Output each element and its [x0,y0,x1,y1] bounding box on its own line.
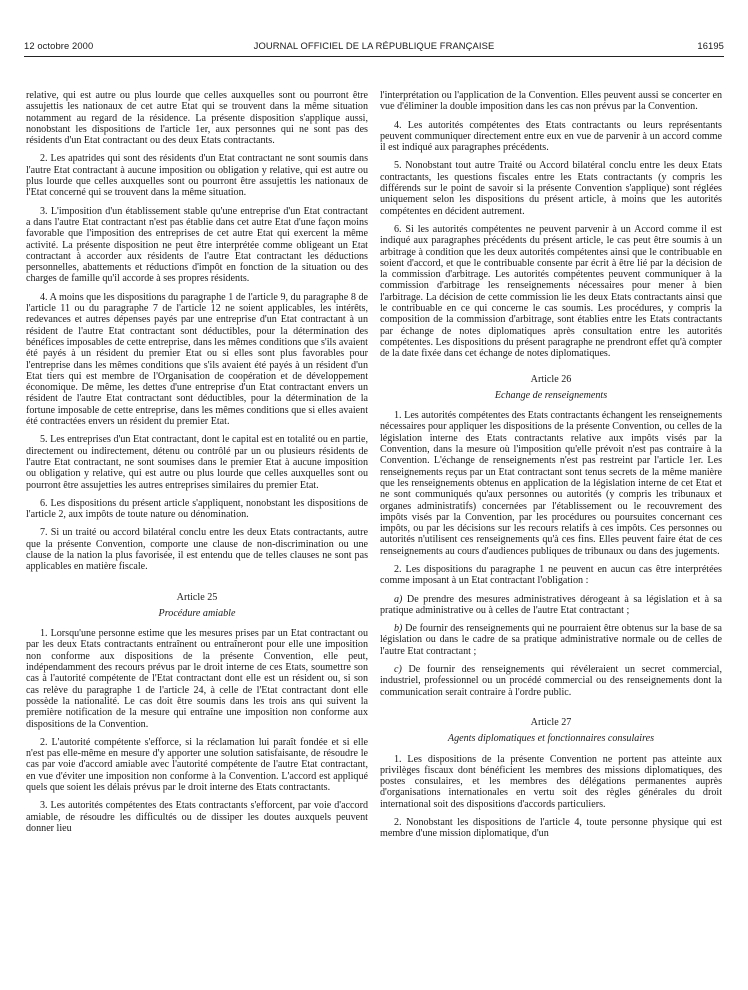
paragraph: 5. Les entreprises d'un Etat contractant, dont le capital est en totalité ou en partie, directement ou indirectement, détenu ou contrôlé par un ou plusieurs résidents de l'autre Etat contractant, ne sont soumises dans le premier Etat à aucune imposition ou obligation y relative, qui est autre ou plus lourde que celles auxquelles sont ou pourront être assujetties les autres entreprises similaires du premier Etat. [26,434,368,491]
paragraph: 1. Lorsqu'une personne estime que les mesures prises par un Etat contractant ou par les deux Etats contractants entraînent ou entraîneront pour elle une imposition non conforme aux dispositions de la présente Convention, elle peut, indépendamment des recours prévus par le droit interne de ces Etats, soumettre son cas à l'autorité compétente de l'Etat contractant dont elle est un résident ou, si son cas relève du paragraphe 1 de l'article 24, à celle de l'Etat contractant dont elle possède la nationalité. Le cas doit être soumis dans les trois ans qui suivent la première notification de la mesure qui entraîne une imposition non conforme aux dispositions de la Convention. [26,628,368,730]
paragraph: 6. Si les autorités compétentes ne peuvent parvenir à un Accord comme il est indiqué aux paragraphes précédents du présent article, le cas peut être soumis à un arbitrage à condition que les deux autorités compétentes ainsi que le contribuable en soient d'accord, et que le contribuable consente par écrit à être lié par la décision de la commission d'arbitrage. Les autorités compétentes peuvent communiquer à la commission d'arbitrage les renseignements nécessaires pour mener à bien l'arbitrage. La décision de cette commission lie les deux Etats contractants ainsi que le contribuable en ce qui concerne le cas soumis. Les procédures, y compris la composition de la commission d'arbitrage, sont établies entre les Etats contractants par échange de notes diplomatiques après consultation entre les autorités compétentes. Les dispositions du présent paragraphe ne prendront effet qu'à compter de la date fixée dans cet échange de notes diplomatiques. [380,223,722,360]
article-subheading: Agents diplomatiques et fonctionnaires consulaires [447,733,655,745]
item-label: c) [394,664,402,676]
page-header [24,40,724,54]
paragraph: 2. Les dispositions du paragraphe 1 ne peuvent en aucun cas être interprétées comme imposant à un Etat contractant l'obligation : [380,563,722,587]
item-text: De prendre des mesures administratives dérogeant à sa législation et à sa pratique administrative ou à celles de l'autre Etat contractant ; [380,593,722,616]
paragraph: 4. A moins que les dispositions du paragraphe 1 de l'article 9, du paragraphe 8 de l'article 11 ou du paragraphe 7 de l'article 12 ne soient applicables, les intérêts, redevances et autres dépenses payés par une entreprise d'un Etat contractant à un résident de l'autre Etat contractant sont déductibles, pour la détermination des bénéfices imposables de cette entreprise, dans les mêmes conditions que s'ils avaient été payés à un résident du premier Etat ou si elles sont plus favorables pour l'entreprise dans les mêmes conditions que s'ils avaient été payés à un résident d'un Etat tiers qui est membre de l'Organisation de coopération et de développement économique. De même, les dettes d'une entreprise d'un Etat contractant envers un résident de l'autre Etat contractant sont déductibles, pour la détermination de la fortune imposable de cette entreprise, dans les mêmes conditions que si elles avaient été contractées envers un résident du premier Etat. [26,291,368,428]
paragraph: 6. Les dispositions du présent article s'appliquent, nonobstant les dispositions de l'article 2, aux impôts de toute nature ou dénomination. [26,497,368,521]
paragraph: 1. Les dispositions de la présente Convention ne portent pas atteinte aux privilèges fiscaux dont bénéficient les membres des missions diplomatiques, des postes consulaires, et les membres des délégations permanentes auprès d'organisations internationales en vertu soit des règles générales du droit international soit des dispositions d'accords particuliers. [380,753,722,810]
item-label: b) [394,623,403,635]
paragraph: 2. L'autorité compétente s'efforce, si la réclamation lui paraît fondée et si elle n'est pas elle-même en mesure d'y apporter une solution satisfaisante, de résoudre le cas par voie d'accord amiable avec l'autorité compétente de l'autre Etat contractant, en vue d'éviter une imposition non conforme à la Convention. L'accord est appliqué quels que soient les délais prévus par le droit interne des Etats contractants. [26,736,368,794]
article-heading: Article 25 [176,591,218,603]
paragraph: 2. Nonobstant les dispositions de l'article 4, toute personne physique qui est membre d'une mission diplomatique, d'un [380,817,722,840]
paragraph: 1. Les autorités compétentes des Etats contractants échangent les renseignements nécessaires pour appliquer les dispositions de la présente Convention, ou celles de la législation interne des Etats contractants relative aux impôts visés par la Convention, dans la mesure où l'imposition qu'elle prévoit n'est pas contraire à la Convention. L'échange de renseignements n'est pas restreint par l'article 1er. Les renseignements reçus par un Etat contractant sont tenus secrets de la même manière que les renseignements obtenus en application de la législation interne de cet Etat et ne sont communiqués qu'aux personnes ou autorités (y compris les tribunaux et organes administratifs) concernées par l'établissement ou le recouvrement des impôts visés par la Convention, par les procédures ou poursuites concernant ces impôts, ou par les décisions sur les recours relatifs à ces impôts. Ces personnes ou autorités n'utilisent ces renseignements qu'à ces fins. Elles peuvent faire état de ces renseignements au cours d'audiences publiques de tribunaux ou dans des jugements. [380,410,722,557]
article-heading: Article 27 [530,716,572,728]
paragraph: 4. Les autorités compétentes des Etats contractants ou leurs représentants peuvent communiquer directement entre eux en vue de parvenir à un accord comme il est indiqué aux paragraphes précédents. [380,119,722,154]
article-subheading: Echange de renseignements [494,389,608,401]
journal-title: JOURNAL OFFICIEL DE LA RÉPUBLIQUE FRANÇAISE [253,40,495,51]
paragraph: 7. Si un traité ou accord bilatéral conclu entre les deux Etats contractants, autre que la présente Convention, comporte une clause de non-discrimination ou une clause de la nation la plus favorisée, il est entendu que de telles clauses ne sont pas applicables en matière fiscale. [26,527,368,573]
paragraph: 3. L'imposition d'un établissement stable qu'une entreprise d'un Etat contractant a dans l'autre Etat contractant n'est pas établie dans cet autre Etat d'une façon moins favorable que l'imposition des entreprises de cet autre Etat qui exercent la même activité. La présente disposition ne peut être interprétée comme obligeant un Etat contractant à accorder aux résidents de l'autre Etat contractant les déductions personnelles, abattements et réductions d'impôt en fonction de la situation ou des charges de famille qu'il accorde à ses propres résidents. [26,205,368,285]
article-heading: Article 26 [530,373,572,385]
paragraph: 2. Les apatrides qui sont des résidents d'un Etat contractant ne sont soumis dans l'autre Etat contractant à aucune imposition ou obligation y relative, qui est autre ou plus lourde que celles auxquelles sont ou pourront être assujettis les nationaux de l'Etat concerné qui se trouvent dans la même situation. [26,153,368,199]
left-column [26,90,368,985]
list-item [380,594,722,617]
item-text: De fournir des renseignements qui ne pourraient être obtenus sur la base de sa législation ou dans le cadre de sa pratique administrative normale ou de celles de l'autre Etat contractant ; [380,623,722,657]
item-text: De fournir des renseignements qui révéleraient un secret commercial, industriel, professionnel ou un procédé commercial ou des renseignements dont la communication serait contraire à l'ordre public. [380,664,722,698]
paragraph: 5. Nonobstant tout autre Traité ou Accord bilatéral conclu entre les deux Etats contractants, les questions fiscales entre les Etats contractants (y compris les différends sur le point de savoir si la présente Convention s'applique) sont réglées uniquement selon les dispositions du présent article, à moins que les autorités compétentes en décident autrement. [380,160,722,217]
list-item [380,623,722,657]
header-rule [24,56,724,57]
item-label: a) [394,593,403,605]
right-column [380,90,722,985]
page-number: 16195 [697,40,724,51]
paragraph: 3. Les autorités compétentes des Etats contractants s'efforcent, par voie d'accord amiable, de résoudre les difficultés ou de dissiper les doutes auxquels peuvent donner lieu [26,800,368,834]
paragraph: l'interprétation ou l'application de la Convention. Elles peuvent aussi se concerter en vue d'éliminer la double imposition dans les cas non prévus par la Convention. [380,90,722,113]
list-item [380,664,722,698]
issue-date: 12 octobre 2000 [24,40,94,51]
paragraph: relative, qui est autre ou plus lourde que celles auxquelles sont ou pourront être assujettis les nationaux de cet autre Etat qui se trouvent dans la même situation notamment au regard de la résidence. La présente disposition s'applique aussi, nonobstant les dispositions de l'article 1er, aux personnes qui ne sont pas des résidents d'un Etat contractant ou des deux Etats contractants. [26,90,368,147]
article-subheading: Procédure amiable [158,607,236,619]
